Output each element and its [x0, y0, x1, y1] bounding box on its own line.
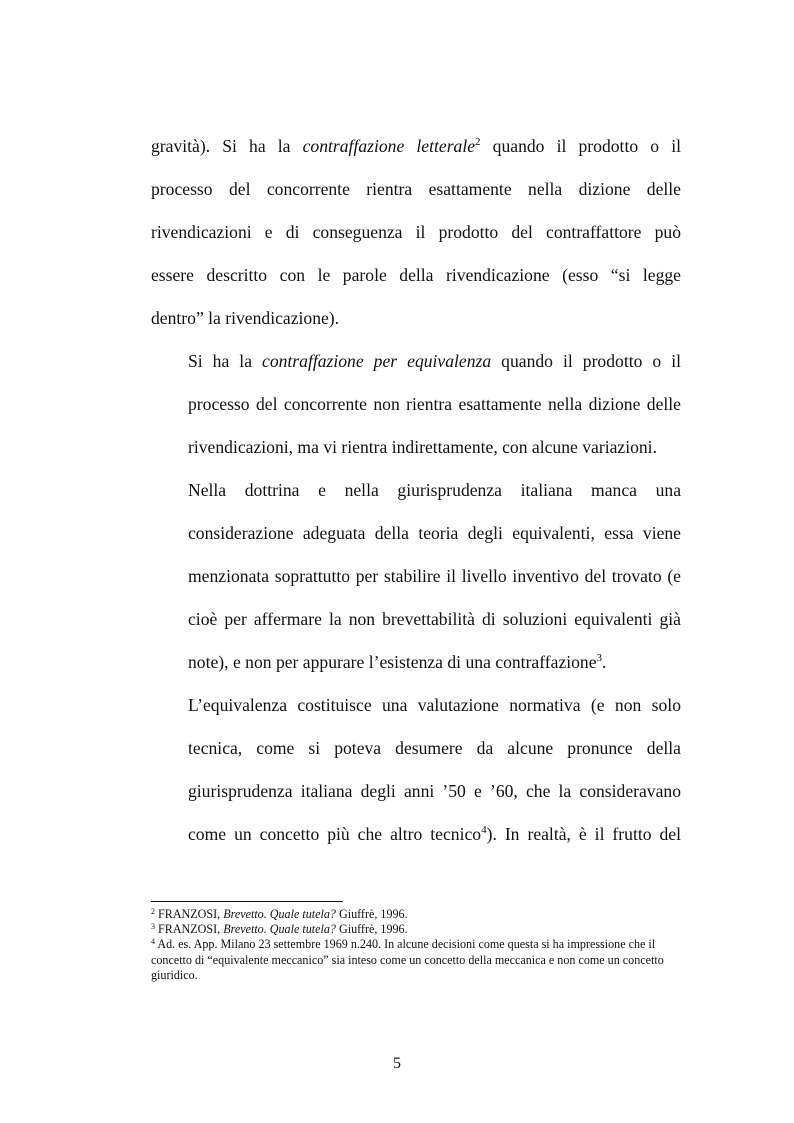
paragraph — [151, 340, 681, 469]
text-line — [151, 426, 681, 469]
text-run: considerazione adeguata della teoria degli equivalenti, essa viene — [188, 523, 681, 543]
text-run: FRANZOSI, — [155, 907, 224, 921]
text-run: note), e non per appurare l’esistenza di una contraffazione — [188, 652, 597, 672]
footnote-ref: 3 — [151, 922, 155, 932]
text-run: cioè per affermare la non brevettabilità di soluzioni equivalenti già — [188, 609, 681, 629]
text-line — [151, 383, 681, 426]
text-run: tecnica, come si poteva desumere da alcune pronunce della — [188, 738, 681, 758]
body-text — [151, 125, 681, 856]
text-run: rivendicazioni e di conseguenza il prodotto del contraffattore può — [151, 222, 681, 242]
footnote — [151, 937, 681, 983]
text-run: Nella dottrina e nella giurisprudenza italiana manca una — [188, 480, 681, 500]
text-line — [151, 254, 681, 297]
text-run: come un concetto più che altro tecnico — [188, 824, 482, 844]
text-run: Si ha la — [188, 351, 263, 371]
text-run: essere descritto con le parole della rivendicazione (esso “si legge — [151, 265, 681, 285]
text-run: rivendicazioni, ma vi rientra indirettamente, con alcune variazioni. — [188, 437, 657, 457]
footnotes — [151, 907, 681, 983]
text-run: quando il prodotto o il — [491, 351, 681, 371]
text-run: Giuffrè, 1996. — [335, 922, 408, 937]
paragraph — [151, 125, 681, 340]
text-run: Ad. es. App. Milano 23 settembre 1969 n.240. In alcune decisioni come questa si ha impressione che il concetto di “equivalente meccanico” sia inteso come un concetto della meccanica e non come un concetto giuridico. — [151, 937, 664, 982]
text-run: . — [602, 652, 607, 672]
italic-text: contraffazione per equivalenza — [262, 351, 492, 371]
text-line — [151, 168, 681, 211]
text-run: Giuffrè, 1996. — [335, 907, 408, 921]
text-line — [151, 641, 681, 684]
page-number: 5 — [393, 1055, 401, 1072]
italic-text: contraffazione letterale — [302, 136, 476, 156]
text-run: giurisprudenza italiana degli anni ’50 e ’60, che la consideravano — [188, 781, 681, 801]
italic-text: Brevetto. Quale tutela? — [223, 922, 336, 937]
text-run: processo del concorrente non rientra esattamente nella dizione delle — [188, 394, 681, 414]
text-line — [151, 512, 681, 555]
footnote-ref: 4 — [151, 937, 155, 947]
footnote-ref: 4 — [481, 824, 487, 836]
text-run: processo del concorrente rientra esattamente nella dizione delle — [151, 179, 681, 199]
footnote-ref: 2 — [475, 136, 481, 148]
text-line — [151, 813, 681, 856]
footnote — [151, 922, 681, 937]
text-run: dentro” la rivendicazione). — [151, 308, 340, 328]
text-line — [151, 684, 681, 727]
italic-text: Brevetto. Quale tutela? — [223, 907, 336, 921]
footnote-separator — [151, 901, 343, 902]
text-line — [151, 340, 681, 383]
footnote — [151, 907, 681, 922]
text-line — [151, 211, 681, 254]
footnote-ref: 2 — [151, 907, 155, 916]
paragraph — [151, 469, 681, 684]
text-line — [151, 125, 681, 168]
text-run: menzionata soprattutto per stabilire il livello inventivo del trovato (e — [188, 566, 681, 586]
text-line — [151, 469, 681, 512]
text-line — [151, 770, 681, 813]
footnote-ref: 3 — [596, 652, 603, 664]
text-run: FRANZOSI, — [155, 922, 224, 937]
text-line — [151, 727, 681, 770]
text-run: L’equivalenza costituisce una valutazione normativa (e non solo — [188, 695, 681, 715]
text-run: ). In realtà, è il frutto del — [486, 824, 681, 844]
paragraph — [151, 684, 681, 856]
text-line — [151, 598, 681, 641]
text-line — [151, 555, 681, 598]
text-run: gravità). Si ha la — [151, 136, 303, 156]
text-line — [151, 297, 681, 340]
text-run: quando il prodotto o il — [480, 136, 681, 156]
